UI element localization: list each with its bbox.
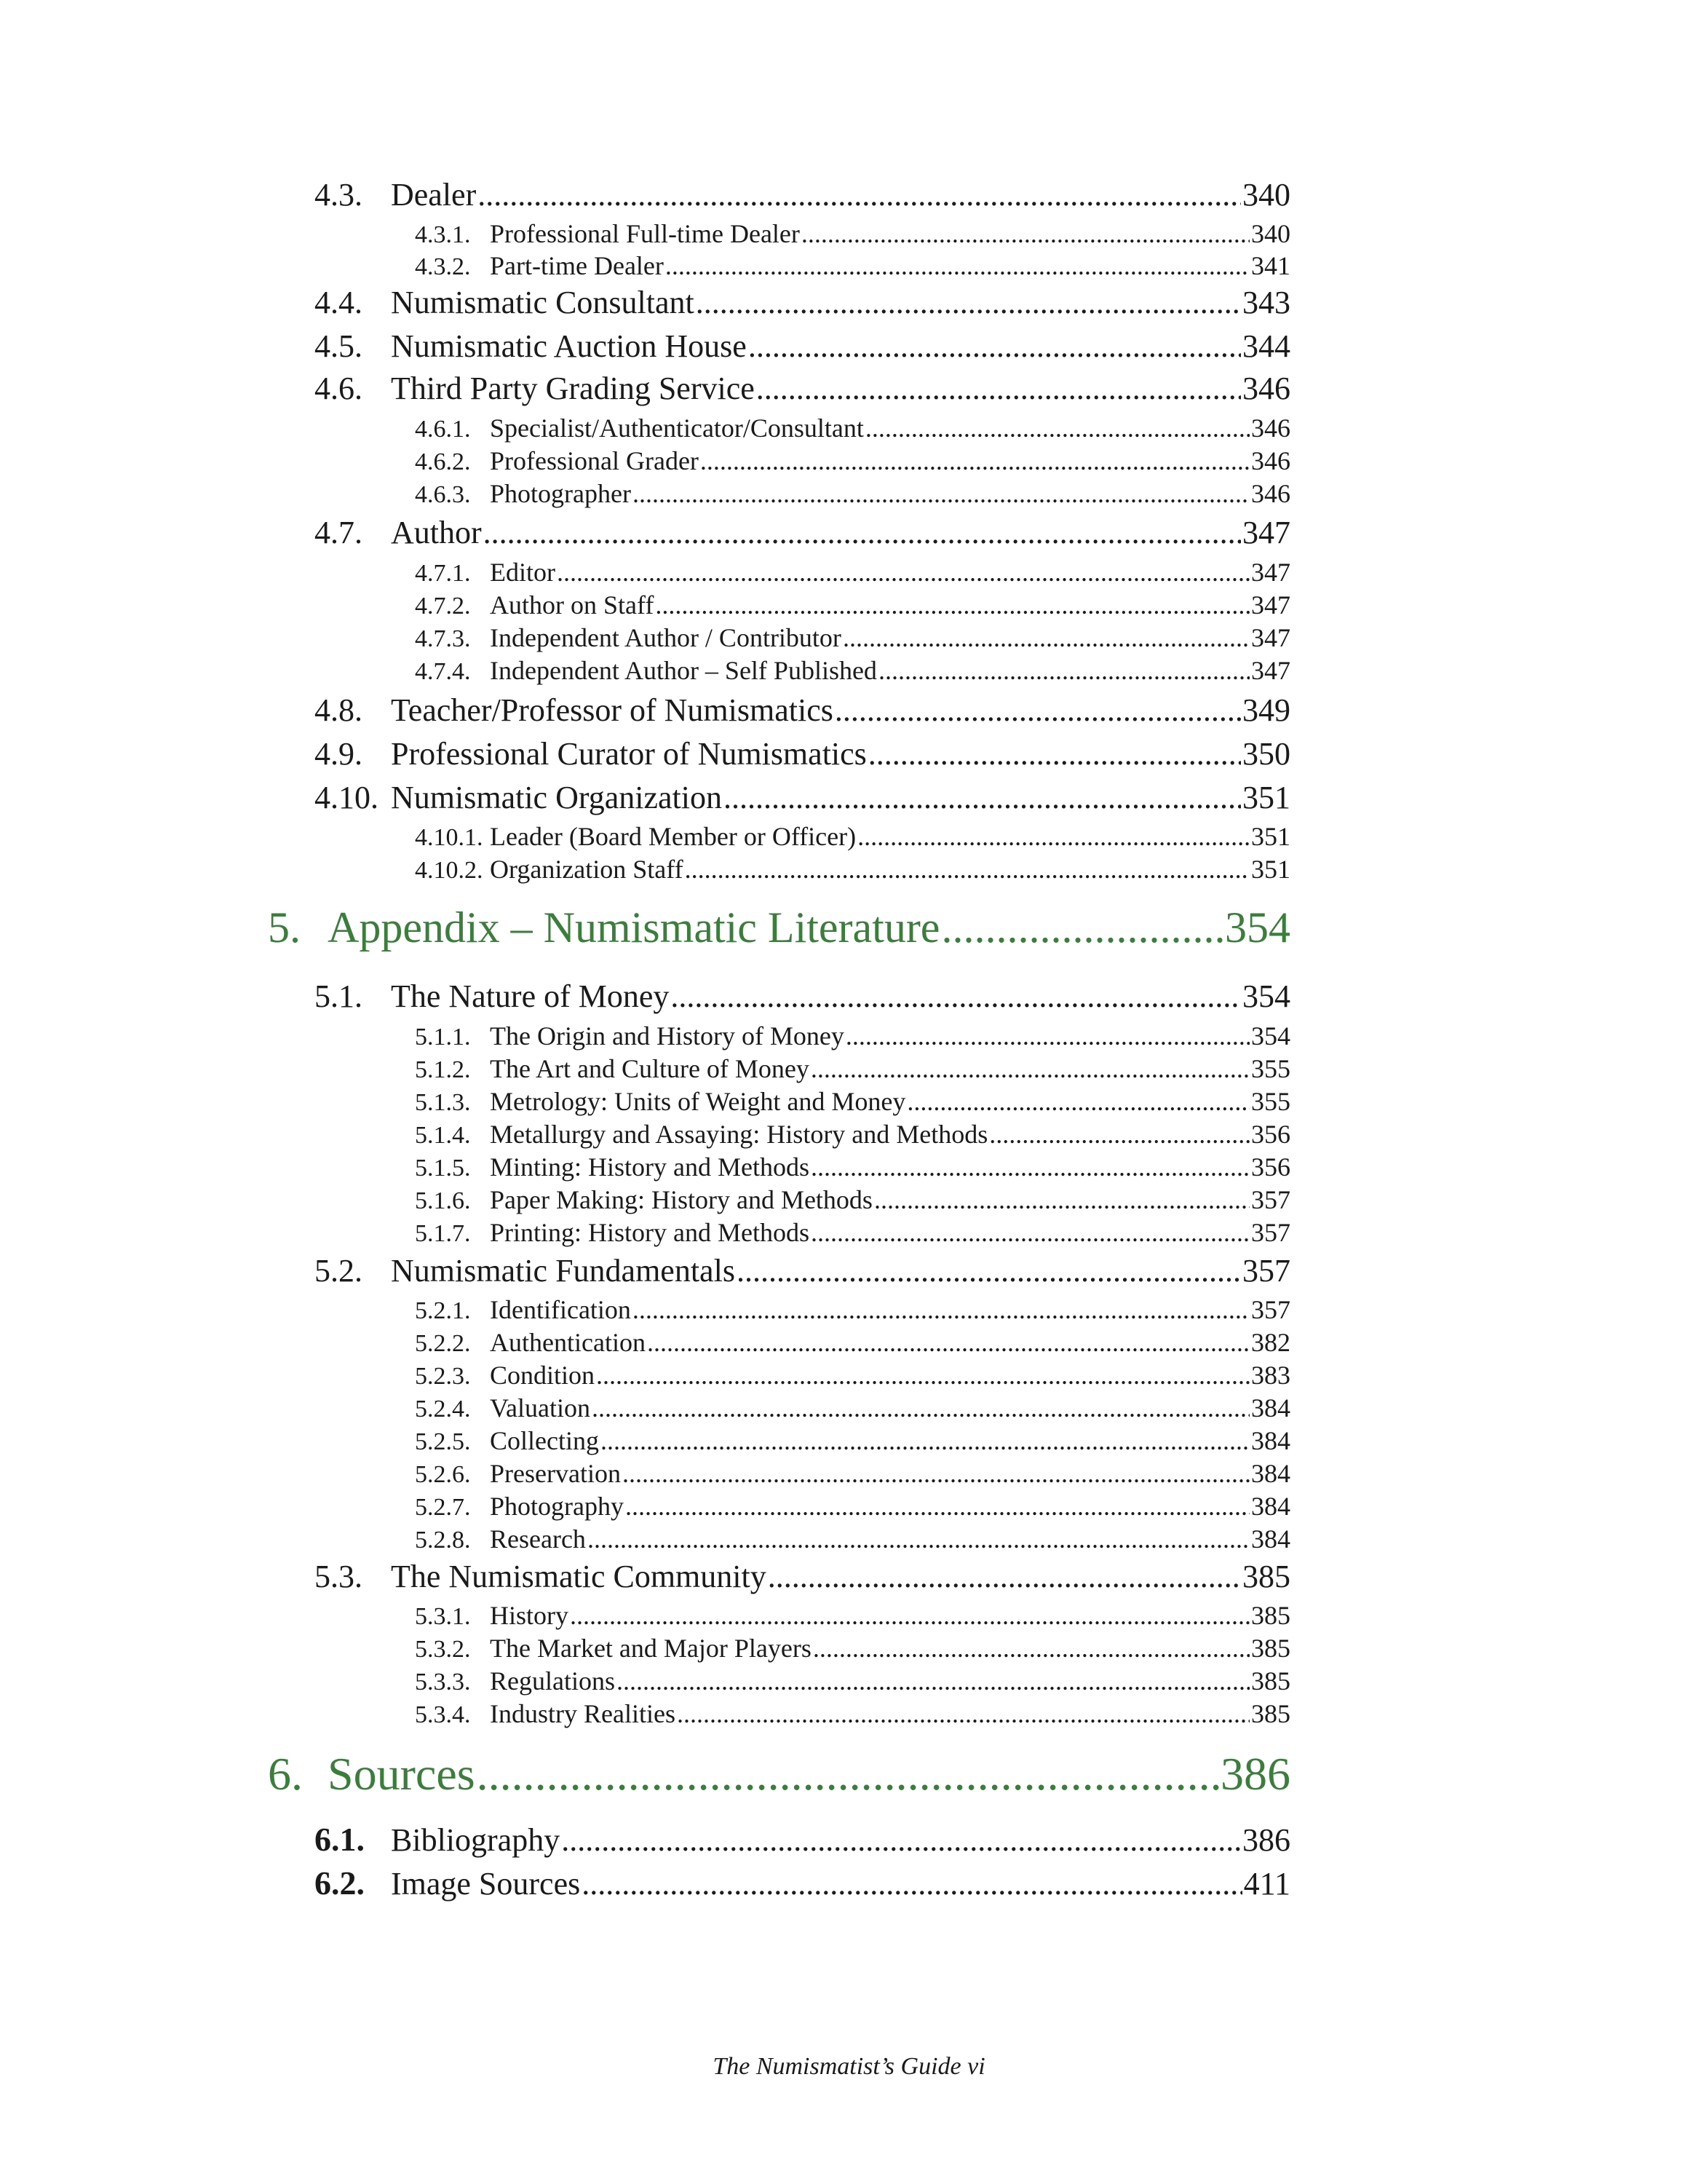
toc-entry-title: Photographer: [490, 479, 631, 508]
toc-entry-title: The Nature of Money: [391, 978, 670, 1014]
dot-leader: [907, 1086, 1250, 1117]
toc-entry-number: 5.2.5.: [415, 1428, 471, 1455]
toc-entry: [268, 1747, 1290, 1801]
toc-entry: [314, 779, 1290, 816]
toc-entry-title: Minting: History and Methods: [490, 1152, 809, 1182]
toc-entry-page: 347: [1242, 515, 1290, 550]
dot-leader: [616, 1666, 1250, 1696]
dot-leader: [846, 1021, 1250, 1051]
toc-entry-page: 384: [1251, 1459, 1290, 1488]
toc-entry-number: 4.8.: [314, 692, 362, 728]
toc-entry: [314, 1820, 1290, 1859]
dot-leader: [941, 903, 1223, 953]
toc-entry-title: Image Sources: [391, 1866, 581, 1902]
toc-entry: [415, 1184, 1290, 1215]
toc-entry-title: Organization Staff: [490, 855, 683, 884]
dot-leader: [835, 692, 1241, 729]
toc-entry-page: 356: [1251, 1152, 1290, 1182]
toc-entry: [415, 1698, 1290, 1729]
toc-entry-page: 384: [1251, 1524, 1290, 1554]
toc-entry: [314, 328, 1290, 365]
toc-entry-title: Photography: [490, 1492, 624, 1521]
toc-entry: [314, 1558, 1290, 1595]
dot-leader: [561, 1821, 1241, 1859]
dot-leader: [483, 514, 1241, 551]
toc-entry-page: 351: [1251, 822, 1290, 851]
toc-entry-page: 385: [1242, 1559, 1290, 1594]
dot-leader: [625, 1491, 1250, 1522]
toc-entry-number: 5.2.6.: [415, 1461, 471, 1488]
dot-leader: [582, 1865, 1242, 1902]
toc-entry-page: 385: [1251, 1634, 1290, 1663]
toc-entry: [415, 1119, 1290, 1150]
toc-entry-title: Numismatic Fundamentals: [391, 1253, 735, 1289]
dot-leader: [596, 1360, 1250, 1390]
dot-leader: [570, 1600, 1250, 1631]
dot-leader: [748, 328, 1241, 365]
toc-entry-title: Paper Making: History and Methods: [490, 1185, 873, 1214]
toc-entry-title: Industry Realities: [490, 1699, 675, 1728]
dot-leader: [989, 1119, 1250, 1150]
dot-leader: [592, 1393, 1250, 1423]
toc-entry: [415, 821, 1290, 852]
toc-entry-title: Research: [490, 1524, 586, 1554]
toc-entry-number: 5.1.2.: [415, 1056, 471, 1083]
dot-leader: [857, 821, 1250, 852]
toc-entry-number: 5.2.3.: [415, 1363, 471, 1390]
toc-entry-page: 386: [1242, 1822, 1290, 1858]
toc-entry: [415, 1053, 1290, 1084]
toc-entry-page: 347: [1251, 623, 1290, 652]
toc-entry-title: Valuation: [490, 1393, 590, 1423]
dot-leader: [874, 1184, 1250, 1215]
toc-entry-number: 5.2.8.: [415, 1527, 471, 1554]
toc-entry-number: 5.1.5.: [415, 1155, 471, 1182]
toc-entry-number: 6.1.: [314, 1821, 365, 1858]
toc-entry-title: The Art and Culture of Money: [490, 1054, 809, 1083]
toc-entry-page: 411: [1243, 1866, 1290, 1902]
dot-leader: [647, 1327, 1250, 1358]
toc-entry: [415, 1360, 1290, 1390]
toc-entry-number: 6.: [268, 1748, 303, 1800]
dot-leader: [477, 1747, 1219, 1801]
toc-entry: [314, 735, 1290, 772]
toc-entry-page: 384: [1251, 1426, 1290, 1455]
dot-leader: [865, 413, 1250, 443]
toc-entry-title: Part-time Dealer: [490, 251, 664, 280]
toc-entry-title: Professional Grader: [490, 446, 699, 475]
toc-entry-number: 5.2.2.: [415, 1330, 471, 1357]
toc-entry-number: 5.3.2.: [415, 1636, 471, 1663]
toc-entry-page: 346: [1242, 371, 1290, 406]
dot-leader: [677, 1698, 1250, 1729]
toc-entry-number: 5.1.4.: [415, 1122, 471, 1149]
toc-entry-page: 340: [1242, 177, 1290, 213]
toc-entry-title: Printing: History and Methods: [490, 1218, 809, 1247]
toc-entry-title: The Numismatic Community: [391, 1559, 766, 1594]
toc-entry-number: 4.7.2.: [415, 593, 471, 620]
toc-entry-title: The Origin and History of Money: [490, 1021, 844, 1051]
toc-entry: [415, 557, 1290, 587]
dot-leader: [622, 1458, 1250, 1489]
toc-entry: [415, 1327, 1290, 1358]
toc-entry: [415, 622, 1290, 653]
dot-leader: [813, 1633, 1250, 1663]
toc-entry-number: 5.1.7.: [415, 1220, 471, 1247]
toc-entry: [314, 1864, 1290, 1902]
toc-entry-number: 4.3.1.: [415, 221, 471, 248]
toc-entry: [314, 978, 1290, 1015]
toc-entry-page: 346: [1251, 479, 1290, 508]
toc-entry-page: 357: [1242, 1253, 1290, 1289]
dot-leader: [878, 655, 1250, 686]
toc-entry-number: 4.7.4.: [415, 658, 471, 685]
toc-entry: [415, 1086, 1290, 1117]
toc-entry-page: 346: [1251, 446, 1290, 475]
toc-entry: [314, 284, 1290, 321]
toc-entry-number: 5.3.1.: [415, 1603, 471, 1630]
toc-entry: [268, 903, 1290, 953]
toc-entry-number: 5.1.3.: [415, 1089, 471, 1116]
dot-leader: [600, 1425, 1250, 1456]
toc-entry-number: 4.10.1.: [415, 824, 483, 851]
toc-entry-page: 355: [1251, 1087, 1290, 1116]
toc-entry: [314, 370, 1290, 407]
toc-entry: [415, 446, 1290, 476]
toc-entry: [415, 478, 1290, 509]
toc-entry-page: 354: [1251, 1021, 1290, 1051]
toc-entry-title: The Market and Major Players: [490, 1634, 812, 1663]
dot-leader: [843, 622, 1250, 653]
toc-entry-number: 4.7.: [314, 515, 362, 550]
toc-entry-page: 349: [1242, 692, 1290, 728]
toc-entry-title: Independent Author – Self Published: [490, 656, 877, 685]
toc-entry-page: 385: [1251, 1666, 1290, 1696]
dot-leader: [801, 218, 1250, 249]
toc-entry: [415, 1600, 1290, 1631]
toc-entry-number: 4.5.: [314, 328, 362, 364]
toc-entry-page: 340: [1251, 219, 1290, 248]
dot-leader: [756, 370, 1241, 407]
toc-entry: [415, 250, 1290, 281]
toc-entry-number: 4.3.2.: [415, 253, 471, 280]
toc-entry-number: 5.1.1.: [415, 1024, 471, 1051]
toc-entry-number: 4.6.1.: [415, 416, 471, 443]
toc-entry-number: 5.3.3.: [415, 1669, 471, 1696]
toc-entry-page: 350: [1242, 736, 1290, 772]
toc-entry-number: 5.1.: [314, 978, 362, 1014]
toc-entry-title: Leader (Board Member or Officer): [490, 822, 857, 851]
toc-entry-page: 357: [1251, 1218, 1290, 1247]
toc-entry: [314, 1252, 1290, 1289]
dot-leader: [696, 284, 1241, 321]
toc-entry-page: 354: [1242, 978, 1290, 1014]
toc-entry-title: Specialist/Authenticator/Consultant: [490, 414, 864, 443]
toc-entry-number: 5.2.4.: [415, 1396, 471, 1423]
toc-entry-title: Dealer: [391, 177, 477, 213]
toc-entry-title: Numismatic Auction House: [391, 328, 747, 364]
toc-entry: [314, 514, 1290, 551]
toc-entry-title: Appendix – Numismatic Literature: [328, 903, 940, 951]
toc-entry-title: Numismatic Consultant: [391, 285, 694, 320]
toc-entry: [415, 655, 1290, 686]
toc-entry-title: Independent Author / Contributor: [490, 623, 841, 652]
toc-entry-title: Bibliography: [391, 1822, 560, 1858]
dot-leader: [587, 1524, 1250, 1554]
toc-entry: [415, 1294, 1290, 1325]
toc-entry-page: 346: [1251, 414, 1290, 443]
toc-entry-number: 5.: [268, 903, 301, 951]
toc-entry: [415, 1666, 1290, 1696]
toc-entry-page: 357: [1251, 1295, 1290, 1324]
toc-entry: [415, 1217, 1290, 1248]
toc-entry-title: Editor: [490, 558, 555, 587]
toc-entry-page: 386: [1221, 1748, 1290, 1800]
dot-leader: [700, 446, 1250, 476]
toc-entry-title: Authentication: [490, 1328, 646, 1357]
page-footer: The Numismatist’s Guide vi: [713, 2053, 985, 2080]
toc-entry-number: 4.3.: [314, 177, 362, 213]
toc-entry-title: Preservation: [490, 1459, 621, 1488]
toc-entry: [415, 1524, 1290, 1554]
toc-entry-number: 5.3.4.: [415, 1701, 471, 1728]
toc-entry-title: Metallurgy and Assaying: History and Methods: [490, 1120, 988, 1149]
toc-entry-title: History: [490, 1601, 568, 1630]
toc-entry-title: Identification: [490, 1295, 631, 1324]
toc-entry-title: Collecting: [490, 1426, 599, 1455]
toc-entry: [415, 1152, 1290, 1182]
toc-entry-page: 355: [1251, 1054, 1290, 1083]
toc-entry: [415, 218, 1290, 249]
toc-entry-page: 385: [1251, 1601, 1290, 1630]
toc-entry-title: Third Party Grading Service: [391, 371, 755, 406]
toc-entry-page: 344: [1242, 328, 1290, 364]
toc-entry-number: 4.4.: [314, 285, 362, 320]
toc-entry-page: 384: [1251, 1492, 1290, 1521]
toc-entry-page: 341: [1251, 251, 1290, 280]
toc-entry: [314, 692, 1290, 729]
toc-entry-title: Numismatic Organization: [391, 780, 722, 815]
toc-entry-number: 4.7.3.: [415, 625, 471, 652]
toc-entry-number: 4.10.2.: [415, 857, 483, 884]
toc-entry-number: 6.2.: [314, 1864, 365, 1902]
toc-entry-page: 383: [1251, 1361, 1290, 1390]
toc-entry-page: 347: [1251, 656, 1290, 685]
toc-entry-number: 5.2.: [314, 1253, 362, 1289]
toc-entry-title: Author: [391, 515, 482, 550]
toc-entry-number: 5.1.6.: [415, 1187, 471, 1214]
toc-entry-number: 5.2.1.: [415, 1297, 471, 1324]
toc-entry-title: Author on Staff: [490, 590, 654, 620]
toc-entry-number: 4.6.3.: [415, 481, 471, 508]
dot-leader: [477, 176, 1241, 213]
dot-leader: [632, 1294, 1250, 1325]
toc-entry-title: Sources: [328, 1748, 475, 1800]
toc-entry-title: Professional Full-time Dealer: [490, 219, 800, 248]
dot-leader: [737, 1252, 1241, 1289]
toc-entry-page: 351: [1242, 780, 1290, 815]
dot-leader: [811, 1217, 1250, 1248]
toc-entry-number: 4.7.1.: [415, 560, 471, 587]
dot-leader: [632, 478, 1250, 509]
toc-entry-page: 356: [1251, 1120, 1290, 1149]
toc-entry: [415, 1021, 1290, 1051]
toc-entry-page: 351: [1251, 855, 1290, 884]
dot-leader: [811, 1152, 1250, 1182]
toc-entry: [415, 854, 1290, 885]
toc-entry-page: 382: [1251, 1328, 1290, 1357]
toc-entry-title: Condition: [490, 1361, 595, 1390]
toc-entry-page: 357: [1251, 1185, 1290, 1214]
dot-leader: [768, 1558, 1241, 1595]
toc-entry-number: 4.10.: [314, 780, 378, 815]
dot-leader: [670, 978, 1241, 1015]
toc-entry-page: 347: [1251, 590, 1290, 620]
toc-entry: [415, 1458, 1290, 1489]
toc-entry-title: Professional Curator of Numismatics: [391, 736, 867, 772]
toc-entry-title: Metrology: Units of Weight and Money: [490, 1087, 906, 1116]
toc-entry: [314, 176, 1290, 213]
toc-entry: [415, 590, 1290, 620]
toc-entry: [415, 1491, 1290, 1522]
dot-leader: [868, 735, 1241, 772]
dot-leader: [665, 250, 1250, 281]
toc-entry: [415, 413, 1290, 443]
toc-entry-page: 347: [1251, 558, 1290, 587]
toc-entry-page: 385: [1251, 1699, 1290, 1728]
dot-leader: [723, 779, 1241, 816]
toc-entry: [415, 1425, 1290, 1456]
toc-entry-page: 384: [1251, 1393, 1290, 1423]
toc-entry-page: 343: [1242, 285, 1290, 320]
toc-entry-number: 4.6.: [314, 371, 362, 406]
toc-entry: [415, 1393, 1290, 1423]
dot-leader: [557, 557, 1250, 587]
dot-leader: [685, 854, 1250, 885]
toc-entry-page: 354: [1225, 903, 1290, 951]
toc-entry-number: 5.3.: [314, 1559, 362, 1594]
toc-entry-title: Regulations: [490, 1666, 615, 1696]
dot-leader: [655, 590, 1250, 620]
dot-leader: [811, 1053, 1250, 1084]
toc-entry-number: 5.2.7.: [415, 1494, 471, 1521]
toc-entry-title: Teacher/Professor of Numismatics: [391, 692, 833, 728]
toc-entry: [415, 1633, 1290, 1663]
toc-entry-number: 4.6.2.: [415, 448, 471, 475]
toc-entry-number: 4.9.: [314, 736, 362, 772]
